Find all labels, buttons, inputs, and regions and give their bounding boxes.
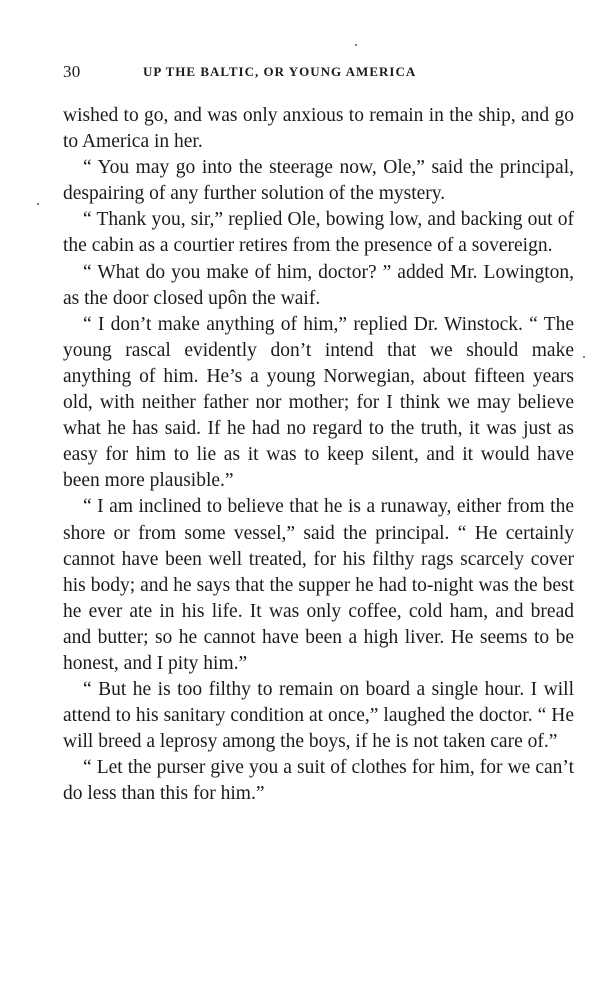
page-number: 30 [63, 62, 81, 81]
paragraph: “ What do you make of him, doctor? ” added Mr. Lowington, as the door closed upôn the waif. [63, 261, 574, 309]
paragraph: “ Let the purser give you a suit of clothes for him, for we can’t do less than this for him.” [63, 757, 574, 805]
print-speck [37, 203, 39, 205]
paragraph: “ I don’t make anything of him,” replied Dr. Winstock. “ The young rascal evidently don’t intend that we should make anything of him. He’s a young Norwegian, about fifteen years old, with neither father nor mother; for I think we may believe what he has said. If he had no regard to the truth, it was just as easy for him to lie as it was to keep silent, and it would have been more plausible.” [63, 313, 574, 492]
paragraph: wished to go, and was only anxious to remain in the ship, and go to America in her. [63, 105, 574, 153]
running-head: UP THE BALTIC, OR YOUNG AMERICA [143, 64, 417, 79]
print-speck [355, 44, 357, 46]
body-text [63, 103, 574, 808]
paragraph: “ But he is too filthy to remain on board a single hour. I will attend to his sanitary condition at once,” laughed the doctor. “ He will breed a leprosy among the boys, if he is not taken care of.” [63, 679, 574, 753]
page-header [63, 62, 583, 86]
paragraph: “ I am inclined to believe that he is a runaway, either from the shore or from some vessel,” said the principal. “ He certainly cannot have been well treated, for his filthy rags scarcely cover his body; and he says that the supper he had to-night was the best he ever ate in his life. It was only coffee, cold ham, and bread and butter; so he cannot have been a high liver. He seems to be honest, and I pity him.” [63, 496, 574, 674]
paragraph: “ You may go into the steerage now, Ole,” said the principal, despairing of any further solution of the mystery. [63, 157, 574, 205]
print-speck [583, 356, 585, 358]
paragraph: “ Thank you, sir,” replied Ole, bowing low, and backing out of the cabin as a courtier retires from the presence of a sovereign. [63, 209, 574, 257]
